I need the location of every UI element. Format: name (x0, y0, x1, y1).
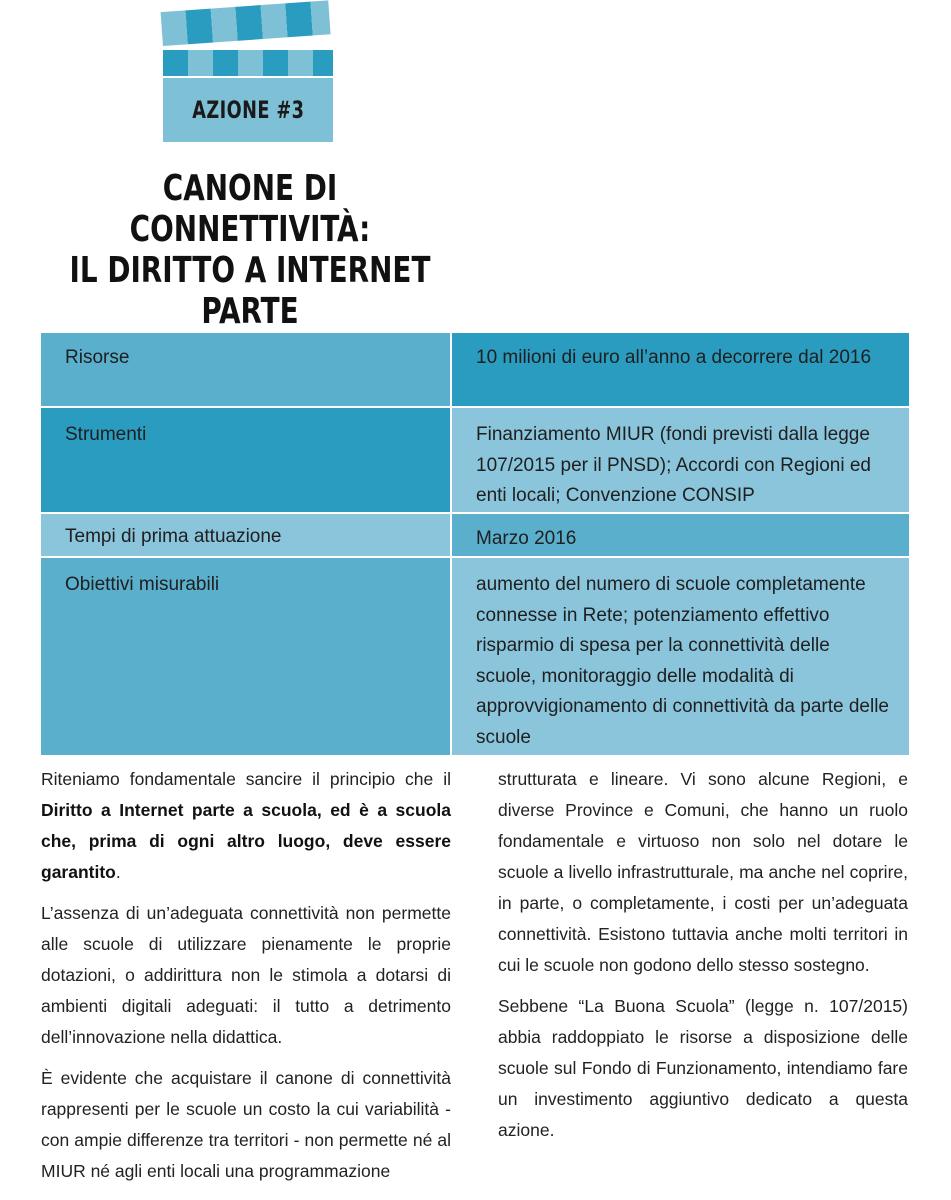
clapperboard-stripe (163, 50, 333, 76)
paragraph-4: strutturata e lineare. Vi sono alcune Regioni, e diverse Province e Comuni, che hanno un ruolo fondamentale e virtuoso non solo nel dotare le scuole a livello infrastrutturale, ma anche nel coprire, in parte, o completamente, i costi per un’adeguata connettività. Esistono tuttavia anche molti territori in cui le scuole non godono dello stesso sostegno. (498, 769, 908, 975)
row-label-cell (41, 513, 451, 557)
paragraph-1 (41, 764, 451, 888)
clapperboard-body (163, 78, 333, 142)
row-value: 10 milioni di euro all’anno a decorrere dal 2016 (476, 347, 872, 368)
paragraph-1-end: . (115, 862, 121, 882)
paragraph-2: L’assenza di un’adeguata connettività non permette alle scuole di utilizzare pienamente le proprie dotazioni, o addirittura non le stimola a dotarsi di ambienti digitali adeguati: il tutto a detrimento dell’innovazione nella didattica. (41, 903, 451, 1047)
row-value: aumento del numero di scuole completamente connesse in Rete; potenziamento effettivo risparmio di spesa per la connettività delle scuole, monitoraggio delle modalità di approvvigionamento di connettività da parte delle scuole (476, 574, 889, 748)
table-row-tempi (41, 513, 909, 557)
paragraph-1-emphasis: Diritto a Internet parte a scuola, ed è a scuola che, prima di ogni altro luogo, deve essere garantito (41, 800, 451, 882)
row-label-cell (41, 333, 451, 407)
row-label: Strumenti (65, 424, 147, 445)
row-label-cell (41, 407, 451, 513)
row-value-cell (451, 407, 909, 513)
table-row-strumenti (41, 407, 909, 513)
row-label: Obiettivi misurabili (65, 574, 220, 595)
body-column-right (498, 764, 908, 1156)
row-value-cell (451, 557, 909, 755)
table-row-obiettivi (41, 557, 909, 755)
title-line-1: CANONE DI CONNETTIVITÀ: (129, 168, 371, 250)
row-label: Tempi di prima attuazione (65, 526, 282, 547)
row-label-cell (41, 557, 451, 755)
action-label: AZIONE #3 (191, 96, 305, 124)
paragraph-5: Sebbene “La Buona Scuola” (legge n. 107/2015) abbia raddoppiato le risorse a disposizione delle scuole sul Fondo di Funzionamento, intendiamo fare un investimento aggiuntivo dedicato a questa azione. (498, 996, 908, 1140)
row-value-cell (451, 333, 909, 407)
action-info-table (41, 333, 909, 755)
clapperboard-top (161, 0, 331, 46)
row-value: Finanziamento MIUR (fondi previsti dalla legge 107/2015 per il PNSD); Accordi con Regioni ed enti locali; Convenzione CONSIP (476, 424, 872, 506)
body-column-left (41, 764, 451, 1197)
title-line-2: IL DIRITTO A INTERNET PARTE (69, 250, 431, 332)
row-value-cell (451, 513, 909, 557)
paragraph-1-intro: Riteniamo fondamentale sancire il principio che il (41, 769, 451, 789)
paragraph-3: È evidente che acquistare il canone di connettività rappresenti per le scuole un costo la cui variabilità - con ampie differenze tra territori - non permette né al MIUR né agli enti locali una programmazione (41, 1068, 451, 1181)
row-value: Marzo 2016 (476, 528, 577, 549)
table-row-risorse (41, 333, 909, 407)
row-label: Risorse (65, 347, 130, 368)
